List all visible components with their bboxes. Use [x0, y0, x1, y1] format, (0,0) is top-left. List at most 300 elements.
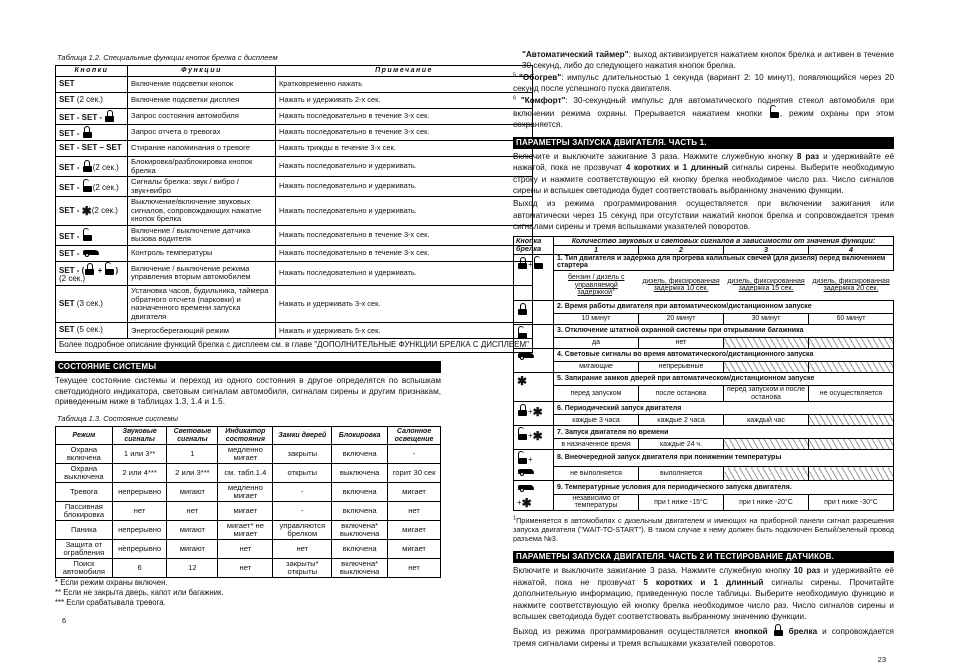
- lock-open-icon: [770, 106, 779, 118]
- param-title: 7. Запуск двигателя по времени: [554, 426, 894, 439]
- table-cell: закрыты: [273, 445, 332, 464]
- note-paragraph: [513, 95, 894, 131]
- table-row: [56, 464, 441, 483]
- superscript: 5: [513, 72, 520, 79]
- column-header: Звуковые сигналы: [112, 426, 167, 444]
- value-cell: [724, 270, 809, 300]
- table-cell: нет: [112, 502, 167, 521]
- param-title-row: [514, 348, 894, 361]
- section-title-system-state: СОСТОЯНИЕ СИСТЕМЫ: [55, 361, 441, 373]
- lock-open-icon: [518, 327, 527, 339]
- bold-text: SET - (: [59, 265, 85, 275]
- table-cell: мигают: [167, 521, 218, 540]
- param-values-row: [514, 494, 894, 511]
- bold-text: 5 коротких и 1 длинный: [643, 577, 764, 587]
- page-number-right: 23: [877, 655, 886, 665]
- note-cell: Нажать и удерживать 2-х сек.: [276, 93, 533, 109]
- column-header: Функции: [128, 66, 276, 77]
- lock-open-icon: [534, 257, 543, 269]
- bold-text: SET -: [59, 205, 82, 215]
- value-text: каждые 3 часа: [572, 416, 620, 424]
- param-title-row: [514, 300, 894, 313]
- table-cell: -: [273, 502, 332, 521]
- function-cell: Установка часов, будильника, таймера обратного отсчета (парковки) и назначенного времени запуска двигателя: [128, 286, 276, 323]
- text: Выход из режима программирования осуществляется при включении зажигания или автоматически через 15 секунд при отсутствии нажатий кнопок брелка и сопровождается тремя сигналами сирены и тремя вспышками указателей поворотов.: [513, 199, 894, 232]
- value-text: каждые 2 часа: [657, 416, 705, 424]
- button-icons: [514, 372, 554, 401]
- unavailable-cell: [809, 415, 894, 426]
- table-cell: 2 или 4***: [112, 464, 167, 483]
- bold-text: "Обогрев": [519, 72, 562, 82]
- unavailable-cell: [809, 361, 894, 372]
- value-cell: [554, 337, 639, 348]
- value-text: 20 минут: [666, 315, 696, 323]
- value-cell: [639, 385, 724, 401]
- table-row: [56, 323, 533, 339]
- table-footnote: [513, 516, 894, 543]
- value-text: перед запуском и после останова: [727, 385, 805, 401]
- text: (5 сек.): [74, 325, 103, 335]
- param-values-row: [514, 270, 894, 300]
- note-cell: Нажать последовательно в течение 3-х сек.: [276, 245, 533, 261]
- lock-closed-icon: [83, 160, 92, 172]
- param-title-row: [514, 324, 894, 337]
- page-number-left: 6: [62, 616, 67, 626]
- value-text: дизель, фиксированная задержка 20 сек.: [812, 277, 890, 293]
- table-row: [56, 225, 533, 245]
- value-text: при t ниже -15°C: [654, 498, 708, 506]
- button-combo: [56, 157, 128, 177]
- superscript: 1: [513, 515, 517, 522]
- table-row: [56, 141, 533, 157]
- column-header-count: Количество звуковых и световых сигналов в зависимости от значения функции:: [554, 236, 894, 245]
- bold-text: SET: [59, 325, 75, 335]
- function-cell: Блокировка/разблокировка кнопок брелка: [128, 157, 276, 177]
- footnote: ** Если не закрыта дверь, капот или багажник.: [55, 588, 224, 598]
- value-text: нет: [675, 339, 687, 347]
- bold-text: "Автоматический таймер": [522, 50, 629, 59]
- params-2-text: [513, 565, 894, 649]
- table-cell: непрерывно: [112, 521, 167, 540]
- table-cell: -: [273, 483, 332, 502]
- table-cell: нет: [388, 559, 441, 578]
- table-row: [56, 502, 441, 521]
- car-icon: [518, 467, 534, 476]
- bold-text: +: [95, 265, 105, 275]
- table-cell: нет: [388, 502, 441, 521]
- car-icon: [83, 248, 99, 257]
- bold-text: 4 коротких и 1 длинный: [625, 163, 729, 173]
- note-cell: Нажать и удерживать 3-х сек.: [276, 286, 533, 323]
- lock-closed-icon: [85, 263, 94, 275]
- function-cell: Стирание напоминания о тревоге: [128, 141, 276, 157]
- table-footer-note: Более подробное описание функций брелка с дисплеем см. в главе "ДОПОЛНИТЕЛЬНЫЕ ФУНКЦИИ БРЕЛКА С ДИСПЛЕЕМ": [56, 339, 533, 353]
- note-paragraph: [513, 49, 894, 72]
- button-icons: [514, 324, 554, 348]
- value-text: выполняется: [659, 469, 703, 477]
- value-text: 30 минут: [751, 315, 781, 323]
- table-cell: включена: [332, 540, 388, 559]
- value-cell: [639, 361, 724, 372]
- bold-text: 10 раз: [793, 566, 821, 576]
- table-cell: 1: [167, 445, 218, 464]
- param-title-row: [514, 402, 894, 415]
- table-cell: закрыты* открыты: [273, 559, 332, 578]
- function-cell: Выключение/включение звуковых сигналов, сопровождающих нажатие кнопок брелка: [128, 197, 276, 226]
- value-text: да: [592, 339, 600, 347]
- paragraph: [513, 151, 894, 197]
- unavailable-cell: [809, 467, 894, 481]
- text: Применяется в автомобилях с дизельным двигателем и имеющих на приборной панели сигнал разрешения запуска двигателя ("WAIT-TO-START"). В таком случае к нему должен быть подключен Белый/зеленый провод разъема №3.: [513, 516, 894, 544]
- lock-open-icon: [83, 229, 92, 241]
- text: : 30-секундный импульс для автоматического поднятия стекол автомобиля при включении режима охраны. Прерывается нажатием кнопки: [513, 95, 894, 119]
- paragraph: [513, 565, 894, 622]
- function-cell: Запрос отчета о тревогах: [128, 125, 276, 141]
- column-header: Блокировка: [332, 426, 388, 444]
- value-cell: [724, 415, 809, 426]
- table-cell: открыты: [273, 464, 332, 483]
- note-cell: Нажать последовательно и удерживать.: [276, 197, 533, 226]
- asterisk-icon: ✱: [81, 203, 92, 218]
- table-cell: Поиск автомобиля: [56, 559, 113, 578]
- function-cell: Контроль температуры: [128, 245, 276, 261]
- column-header: Замки дверей: [273, 426, 332, 444]
- text: и удерживайте её нажатой, пока не прозвучат: [513, 566, 895, 587]
- value-number: 4: [809, 245, 894, 254]
- bold-text: SET -: [59, 231, 82, 241]
- note-cell: Нажать последовательно и удерживать.: [276, 261, 533, 286]
- paragraph: [513, 624, 894, 649]
- footnote: * Если режим охраны включен.: [55, 578, 168, 588]
- value-text: дизель, фиксированная задержка 15 сек.: [727, 277, 805, 293]
- table-cell: Пассивная блокировка: [56, 502, 113, 521]
- param-title-row: [514, 450, 894, 467]
- param-values-row: [514, 361, 894, 372]
- param-title: 9. Температурные условия для периодического запуска двигателя.: [554, 481, 894, 494]
- button-icons: [514, 402, 554, 426]
- plus-sign: +: [528, 259, 533, 269]
- value-text: при t ниже -30°C: [824, 498, 878, 506]
- section-title-params-2: ПАРАМЕТРЫ ЗАПУСКА ДВИГАТЕЛЯ. ЧАСТЬ 2 И ТЕСТИРОВАНИЕ ДАТЧИКОВ.: [513, 551, 894, 563]
- bold-text: SET: [59, 95, 75, 105]
- param-values-row: [514, 385, 894, 401]
- value-text: при t ниже -20°C: [739, 498, 793, 506]
- lock-open-icon: [518, 452, 527, 464]
- param-title: 8. Внеочередной запуск двигателя при понижении температуры: [554, 450, 894, 467]
- table-cell: см. табл.1.4: [218, 464, 273, 483]
- lock-open-icon: [518, 428, 527, 440]
- column-header: Кнопки: [56, 66, 128, 77]
- bold-text: SET -: [59, 129, 82, 139]
- table-cell: 12: [167, 559, 218, 578]
- table-row: [56, 559, 441, 578]
- note-cell: Нажать трижды в течение 3-х сек.: [276, 141, 533, 157]
- param-title: 2. Время работы двигателя при автоматическом/дистанционном запуске: [554, 300, 894, 313]
- note-cell: Нажать последовательно в течение 3-х сек.: [276, 225, 533, 245]
- table-row: [56, 197, 533, 226]
- value-cell: [554, 385, 639, 401]
- note-cell: Нажать последовательно в течение 3-х сек.: [276, 125, 533, 141]
- value-text: перед запуском: [570, 389, 622, 397]
- table-cell: нет: [218, 559, 273, 578]
- value-cell: [639, 439, 724, 450]
- function-cell: Запрос состояния автомобиля: [128, 109, 276, 125]
- param-title-row: [514, 481, 894, 494]
- button-icons: [514, 300, 554, 324]
- plus-sign: +: [528, 431, 533, 441]
- value-cell: [554, 467, 639, 481]
- unavailable-cell: [724, 467, 809, 481]
- value-text: непрерывные: [658, 363, 704, 371]
- table-cell: включена* выключена: [332, 559, 388, 578]
- value-text: 10 минут: [581, 315, 611, 323]
- param-title: 1. Тип двигателя и задержка для прогрева калильных свечей (для дизеля) перед включением стартера: [554, 254, 894, 270]
- plus-sign: +: [528, 407, 533, 417]
- param-title: 5. Запирание замков дверей при автоматическом/дистанционном запуске: [554, 372, 894, 385]
- column-header: Примечание: [276, 66, 533, 77]
- value-cell: [724, 494, 809, 511]
- note-cell: Нажать последовательно в течение 3-х сек.: [276, 109, 533, 125]
- lock-closed-icon: [518, 404, 527, 416]
- table-row: [56, 245, 533, 261]
- value-text: бензин / дизель с управляемой задержкой: [568, 273, 625, 297]
- unavailable-cell: [724, 337, 809, 348]
- asterisk-icon: ✱: [517, 373, 528, 388]
- bold-text: SET - SET – SET: [59, 143, 122, 153]
- value-cell: [639, 467, 724, 481]
- table-cell: Защита от ограбления: [56, 540, 113, 559]
- param-values-row: [514, 415, 894, 426]
- button-combo: [56, 261, 128, 286]
- param-values-row: [514, 467, 894, 481]
- plus-sign: +: [517, 498, 522, 508]
- value-cell: [639, 415, 724, 426]
- table-cell: Тревога: [56, 483, 113, 502]
- value-cell: [639, 337, 724, 348]
- value-cell: [809, 385, 894, 401]
- value-text: дизель, фиксированная задержка 10 сек.: [642, 277, 720, 293]
- value-text: 60 минут: [836, 315, 866, 323]
- value-text: не осуществляется: [819, 389, 883, 397]
- value-text: независимо от температуры: [572, 494, 620, 510]
- text: (2 сек.): [92, 163, 119, 173]
- param-values-row: [514, 337, 894, 348]
- table-cell: мигает: [388, 521, 441, 540]
- note-cell: Нажать последовательно и удерживать.: [276, 157, 533, 177]
- value-cell: [724, 385, 809, 401]
- table-cell: медленно мигает: [218, 445, 273, 464]
- table-cell: медленно мигает: [218, 483, 273, 502]
- column-header: Световые сигналы: [167, 426, 218, 444]
- text: : выход активизируется нажатием кнопок брелка и активен в течение 30 секунд, либо до следующего нажатия кнопок брелка.: [522, 50, 894, 71]
- button-combo: [56, 197, 128, 226]
- lock-closed-icon: [774, 624, 783, 636]
- table-cell: включена: [332, 502, 388, 521]
- unavailable-cell: [724, 361, 809, 372]
- text: (2 сек.): [92, 183, 119, 193]
- button-combo: [56, 286, 128, 323]
- bold-text: кнопкой: [734, 627, 773, 637]
- value-cell: [639, 313, 724, 324]
- value-cell: [809, 313, 894, 324]
- table-cell: непрерывно: [112, 540, 167, 559]
- lock-closed-icon: [518, 303, 527, 315]
- table-row: [56, 109, 533, 125]
- function-cell: Включение / выключение режима управления вторым автомобилем: [128, 261, 276, 286]
- lock-open-icon: [105, 263, 114, 275]
- value-cell: [639, 494, 724, 511]
- paragraph: [513, 198, 894, 232]
- column-header-button: Кнопка брелка: [514, 236, 554, 254]
- table-row: [56, 483, 441, 502]
- table-1-3-caption: Таблица 1.3. Состояние системы: [57, 413, 178, 423]
- table-cell: управляются брелком: [273, 521, 332, 540]
- table-row: [56, 125, 533, 141]
- text: Выход из режима программирования осуществляется: [513, 627, 735, 637]
- note-cell: Кратковременно нажать: [276, 77, 533, 93]
- value-text: каждые 24 ч.: [659, 440, 703, 448]
- table-cell: нет: [218, 540, 273, 559]
- button-icons: [514, 481, 554, 511]
- text: : импульс длительностью 1 секунда (вариант 2: 10 минут), появляющийся через 20 секунд после успешного пуска двигателя.: [513, 72, 895, 94]
- text: и сопровождается тремя сигналами сирены и тремя вспышками указателей поворотов.: [513, 627, 894, 648]
- table-cell: мигает* не мигает: [218, 521, 273, 540]
- table-1-2: [55, 65, 533, 353]
- button-combo: [56, 177, 128, 197]
- plus-sign: +: [528, 455, 533, 465]
- param-values-row: [514, 439, 894, 450]
- table-cell: нет: [273, 540, 332, 559]
- table-cell: мигают: [167, 540, 218, 559]
- lock-closed-icon: [105, 110, 114, 122]
- button-combo: [56, 141, 128, 157]
- lock-open-icon: [83, 180, 92, 192]
- table-row: [56, 261, 533, 286]
- function-cell: Включение / выключение датчика вызова водителя: [128, 225, 276, 245]
- text: , режим охраны при этом сохраняется.: [513, 109, 894, 130]
- note-paragraph: [513, 72, 894, 95]
- button-combo: [56, 323, 128, 339]
- table-cell: мигает: [218, 502, 273, 521]
- button-combo: [56, 245, 128, 261]
- text: сигналы сирены. Прочитайте дополнительную информацию, приведенную после таблицы. Выберите необходимую функцию и нажмите соответствующую ей кнопку брелка необходимое число раз. Число сигналов сирены и вспышек светодиода будет соответствовать выбранному значению функции.: [513, 577, 894, 621]
- table-cell: -: [388, 445, 441, 464]
- table-row: [56, 540, 441, 559]
- text: (2 сек.): [74, 95, 103, 105]
- text: Включите и выключите зажигание 3 раза. Нажмите служебную кнопку: [513, 566, 794, 576]
- button-combo: [56, 225, 128, 245]
- value-number: 1: [554, 245, 639, 254]
- right-page: [513, 49, 894, 665]
- table-row: [56, 177, 533, 197]
- asterisk-icon: ✱: [532, 429, 543, 444]
- button-combo: [56, 93, 128, 109]
- table-row: [56, 93, 533, 109]
- table-cell: 6: [112, 559, 167, 578]
- value-text: мигающие: [579, 363, 613, 371]
- table-cell: Паника: [56, 521, 113, 540]
- params-1-text: [513, 151, 894, 233]
- button-combo: [56, 125, 128, 141]
- value-cell: [554, 494, 639, 511]
- table-row: [56, 286, 533, 323]
- bold-text: SET -: [59, 183, 82, 193]
- table-cell: Охрана выключена: [56, 464, 113, 483]
- superscript: 1: [612, 287, 616, 293]
- table-row: [56, 521, 441, 540]
- table-1-2-caption: Таблица 1.2. Специальные функции кнопок брелка с дисплеем: [57, 53, 278, 62]
- section-title-params-1: ПАРАМЕТРЫ ЗАПУСКА ДВИГАТЕЛЯ. ЧАСТЬ 1.: [513, 137, 894, 149]
- table-cell: мигает: [388, 540, 441, 559]
- superscript: 6: [513, 94, 521, 101]
- table-cell: мигают: [167, 483, 218, 502]
- value-number: 3: [724, 245, 809, 254]
- value-cell: [554, 361, 639, 372]
- column-header: Индикатор состояния: [218, 426, 273, 444]
- param-title: 3. Отключение штатной охранной системы при открывании багажника: [554, 324, 894, 337]
- car-icon: [518, 351, 534, 360]
- function-cell: Включение подсветки кнопок: [128, 77, 276, 93]
- value-cell: [639, 270, 724, 300]
- table-row: [56, 445, 441, 464]
- unavailable-cell: [809, 337, 894, 348]
- table-cell: горит 30 сек: [388, 464, 441, 483]
- button-combo: [56, 109, 128, 125]
- engine-params-table: [513, 236, 894, 512]
- table-cell: непрерывно: [112, 483, 167, 502]
- bold-text: 8 раз: [796, 151, 820, 161]
- table-row: [56, 77, 533, 93]
- table-cell: нет: [167, 502, 218, 521]
- button-combo: [56, 77, 128, 93]
- button-icons: [514, 426, 554, 450]
- bold-text: "Комфорт": [520, 95, 566, 105]
- value-text: не выполняется: [570, 469, 622, 477]
- table-row: [56, 157, 533, 177]
- table-cell: 1 или 3**: [112, 445, 167, 464]
- value-cell: [724, 313, 809, 324]
- button-icons: [514, 450, 554, 481]
- footnotes: [55, 578, 441, 608]
- asterisk-icon: ✱: [521, 496, 532, 511]
- value-cell: [554, 439, 639, 450]
- unavailable-cell: [724, 439, 809, 450]
- button-icons: [514, 348, 554, 372]
- footnote-list: [513, 49, 894, 131]
- table-cell: Охрана включена: [56, 445, 113, 464]
- unavailable-cell: [809, 439, 894, 450]
- text: (3 сек.): [74, 298, 103, 308]
- note-cell: Нажать последовательно и удерживать.: [276, 177, 533, 197]
- table-cell: включена* выключена: [332, 521, 388, 540]
- bold-text: SET - SET -: [59, 113, 105, 123]
- bold-text: SET -: [59, 248, 82, 258]
- text: сигналы сирены. Выберите необходимую строку и нажмите соответствующую ей кнопку брелка необходимое число раз. Число сигналов сирены и вспышек светодиода будет соответствовать выбранному значению функции.: [513, 163, 894, 196]
- param-title-row: [514, 254, 894, 270]
- function-cell: Сигналы брелка: звук / вибро / звук+вибро: [128, 177, 276, 197]
- value-cell: [554, 415, 639, 426]
- column-header: Салонное освещение: [388, 426, 441, 444]
- value-cell: [809, 270, 894, 300]
- bold-text: SET: [59, 79, 75, 89]
- param-title-row: [514, 426, 894, 439]
- column-header: Режим: [56, 426, 113, 444]
- bold-text: SET: [59, 298, 75, 308]
- footnote: *** Если срабатывала тревога.: [55, 598, 166, 608]
- table-1-3: [55, 426, 441, 578]
- param-title: 6. Периодический запуск двигателя: [554, 402, 894, 415]
- text: (2 сек.): [91, 205, 118, 215]
